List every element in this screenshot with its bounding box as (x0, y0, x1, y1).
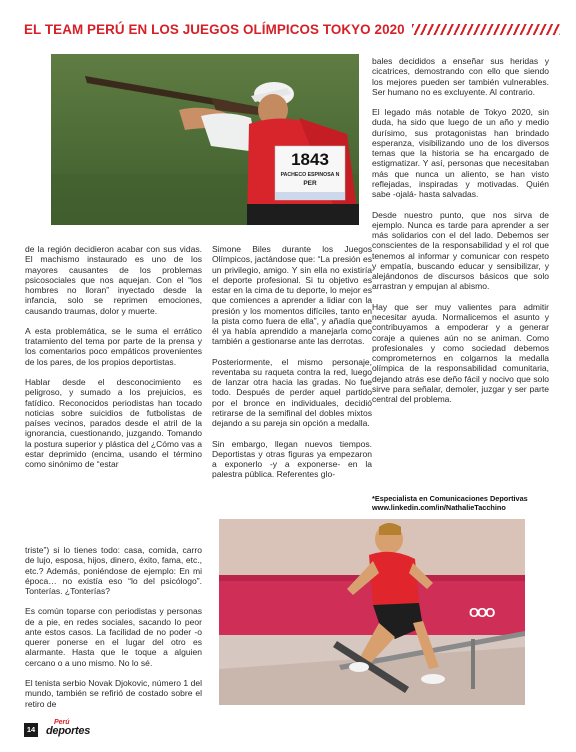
column-3 (372, 56, 549, 404)
paragraph: Hay que ser muy valientes para admitir necesitar ayuda. Normalicemos el asunto y contribuyamos a empoderar y a generar coraje a quienes aún no se animan. Como profesionales y como sociedad debemos comprometernos en colgarnos la medalla olímpica de la responsabilidad comunitaria, dejando atrás ese deño fácil y nocivo que solo sirve para señalar, demoler, juzgar y ser parte central del problema. (372, 301, 549, 405)
paragraph: de la región decidieron acabar con sus vidas. El machismo instaurado es uno de los mayores causantes de los problemas psicosociales que nos aquejan. Con el “los hombres no lloran” inyectado desde la infancia, solo se reprimen emociones, causando traumas, dolor y muerte. (25, 244, 202, 316)
paragraph: Desde nuestro punto, que nos sirva de ejemplo. Nunca es tarde para aprender a ser más solidarios con el del lado. Debemos ser conscientes de la responsabilidad y el rol que tenemos al informar y comunicar con respeto y empatía, buscando educar y sensibilizar, y alejándonos de discursos básicos que solo arrastran y empujan al abismo. (372, 209, 549, 292)
paragraph: Hablar desde el desconocimiento es peligroso, y sumado a los prejuicios, es fatídico. Reconocidos periodistas han tocado noticias sobre suicidios de futbolistas de países vecinos, parados desde el atril de la ignorancia, cuestionando, juzgando. Tomando la postura superior y plástica del ¿Cómo vas a estar deprimido (encima, usando el término como sinónimo de “estar (25, 377, 202, 470)
shooter-illustration (51, 54, 359, 225)
column-2 (212, 244, 372, 480)
logo-line-2: deportes (46, 725, 91, 737)
paragraph: El legado más notable de Tokyo 2020, sin duda, ha sido que luego de un año y medio durísimo, sus protagonistas han brindado esperanza, visibilizando uno de los diversos temas que la historia se ha encargado de estigmatizar. Y así, personas que necesitaban más que nunca un aliento, se han visto reflejadas, inspiradas y motivadas. Quién sabe -ojalá- hasta salvadas. (372, 107, 549, 200)
bib-name: PACHECO ESPINOSA N (280, 172, 340, 178)
credit-link: www.linkedin.com/in/NathalieTacchino (372, 503, 506, 513)
column-1-bottom (25, 545, 202, 709)
author-credit (372, 494, 552, 512)
paragraph: Posteriormente, el mismo personaje, reventaba su raqueta contra la red, luego de lanzar otra hacia las gradas. No fue todo. Después de perder aquel partido por el bronce en individuales, decidió retirarse de la semifinal del dobles mixtos dejando a su pareja sin opción a medalla. (212, 356, 372, 429)
paragraph: Sin embargo, llegan nuevos tiempos. Deportistas y otras figuras ya empezaron a exponerlo -y a exponerse- en la palestra pública. Referentes glo- (212, 438, 372, 480)
credit-role: *Especialista en Comunicaciones Deportivas (372, 494, 528, 503)
page-number: 14 (24, 723, 38, 737)
magazine-logo (46, 719, 90, 736)
title-hatch-decoration (412, 24, 560, 35)
paragraph: triste”) si lo tienes todo: casa, comida, carro de lujo, esposa, hijos, dinero, éxito, fama, etc., etc.? Además, poniéndose de ejemplo: En mi época… no existía eso “lo del psicólogo”. Tonterías. ¿Tonterías? (25, 545, 202, 596)
column-1-top (25, 244, 202, 469)
paragraph: El tenista serbio Novak Djokovic, número 1 del mundo, también se refirió de costado sobre el retiro de (25, 678, 202, 709)
photo-shooter (51, 54, 359, 225)
paragraph: Simone Biles durante los Juegos Olímpicos, jactándose que: “La presión es un privilegio, amigo. Y sin ella no existiría el deporte profesional. Si tu objetivo es estar en la cima de tu deporte, lo mejor es que comiences a aprender a lidiar con la presión y los momentos difíciles, tanto en la pista como fuera de ella”, y añadía que él ya había aprendido a manejarla como también a gestionarse ante las derrotas. (212, 244, 372, 347)
paragraph: bales decididos a enseñar sus heridas y cicatrices, demostrando con ello que siendo los mejores pueden ser también vulnerables. Ser humano no es excluyente. Al contrario. (372, 56, 549, 97)
article-title: EL TEAM PERÚ EN LOS JUEGOS OLÍMPICOS TOKYO 2020 (24, 22, 405, 37)
photo-skateboarder (219, 519, 525, 705)
bib-country: PER (303, 180, 317, 187)
paragraph: A esta problemática, se le suma el errático tratamiento del tema por parte de la prensa y los comentarios poco empáticos provenientes de los pares, de los propios deportistas. (25, 325, 202, 367)
paragraph: Es común toparse con periodistas y personas de a pie, en redes sociales, sacando lo peor ante estos casos. La facilidad de no poder -o querer ponerse en el lugar del otro es alarmante. Hasta que le toque a alguien cercano o a uno mismo. No lo sé. (25, 606, 202, 668)
olympic-rings-label: OOO (469, 605, 494, 620)
logo-line-1: Perú (54, 719, 70, 726)
bib-number: 1843 (291, 150, 329, 169)
